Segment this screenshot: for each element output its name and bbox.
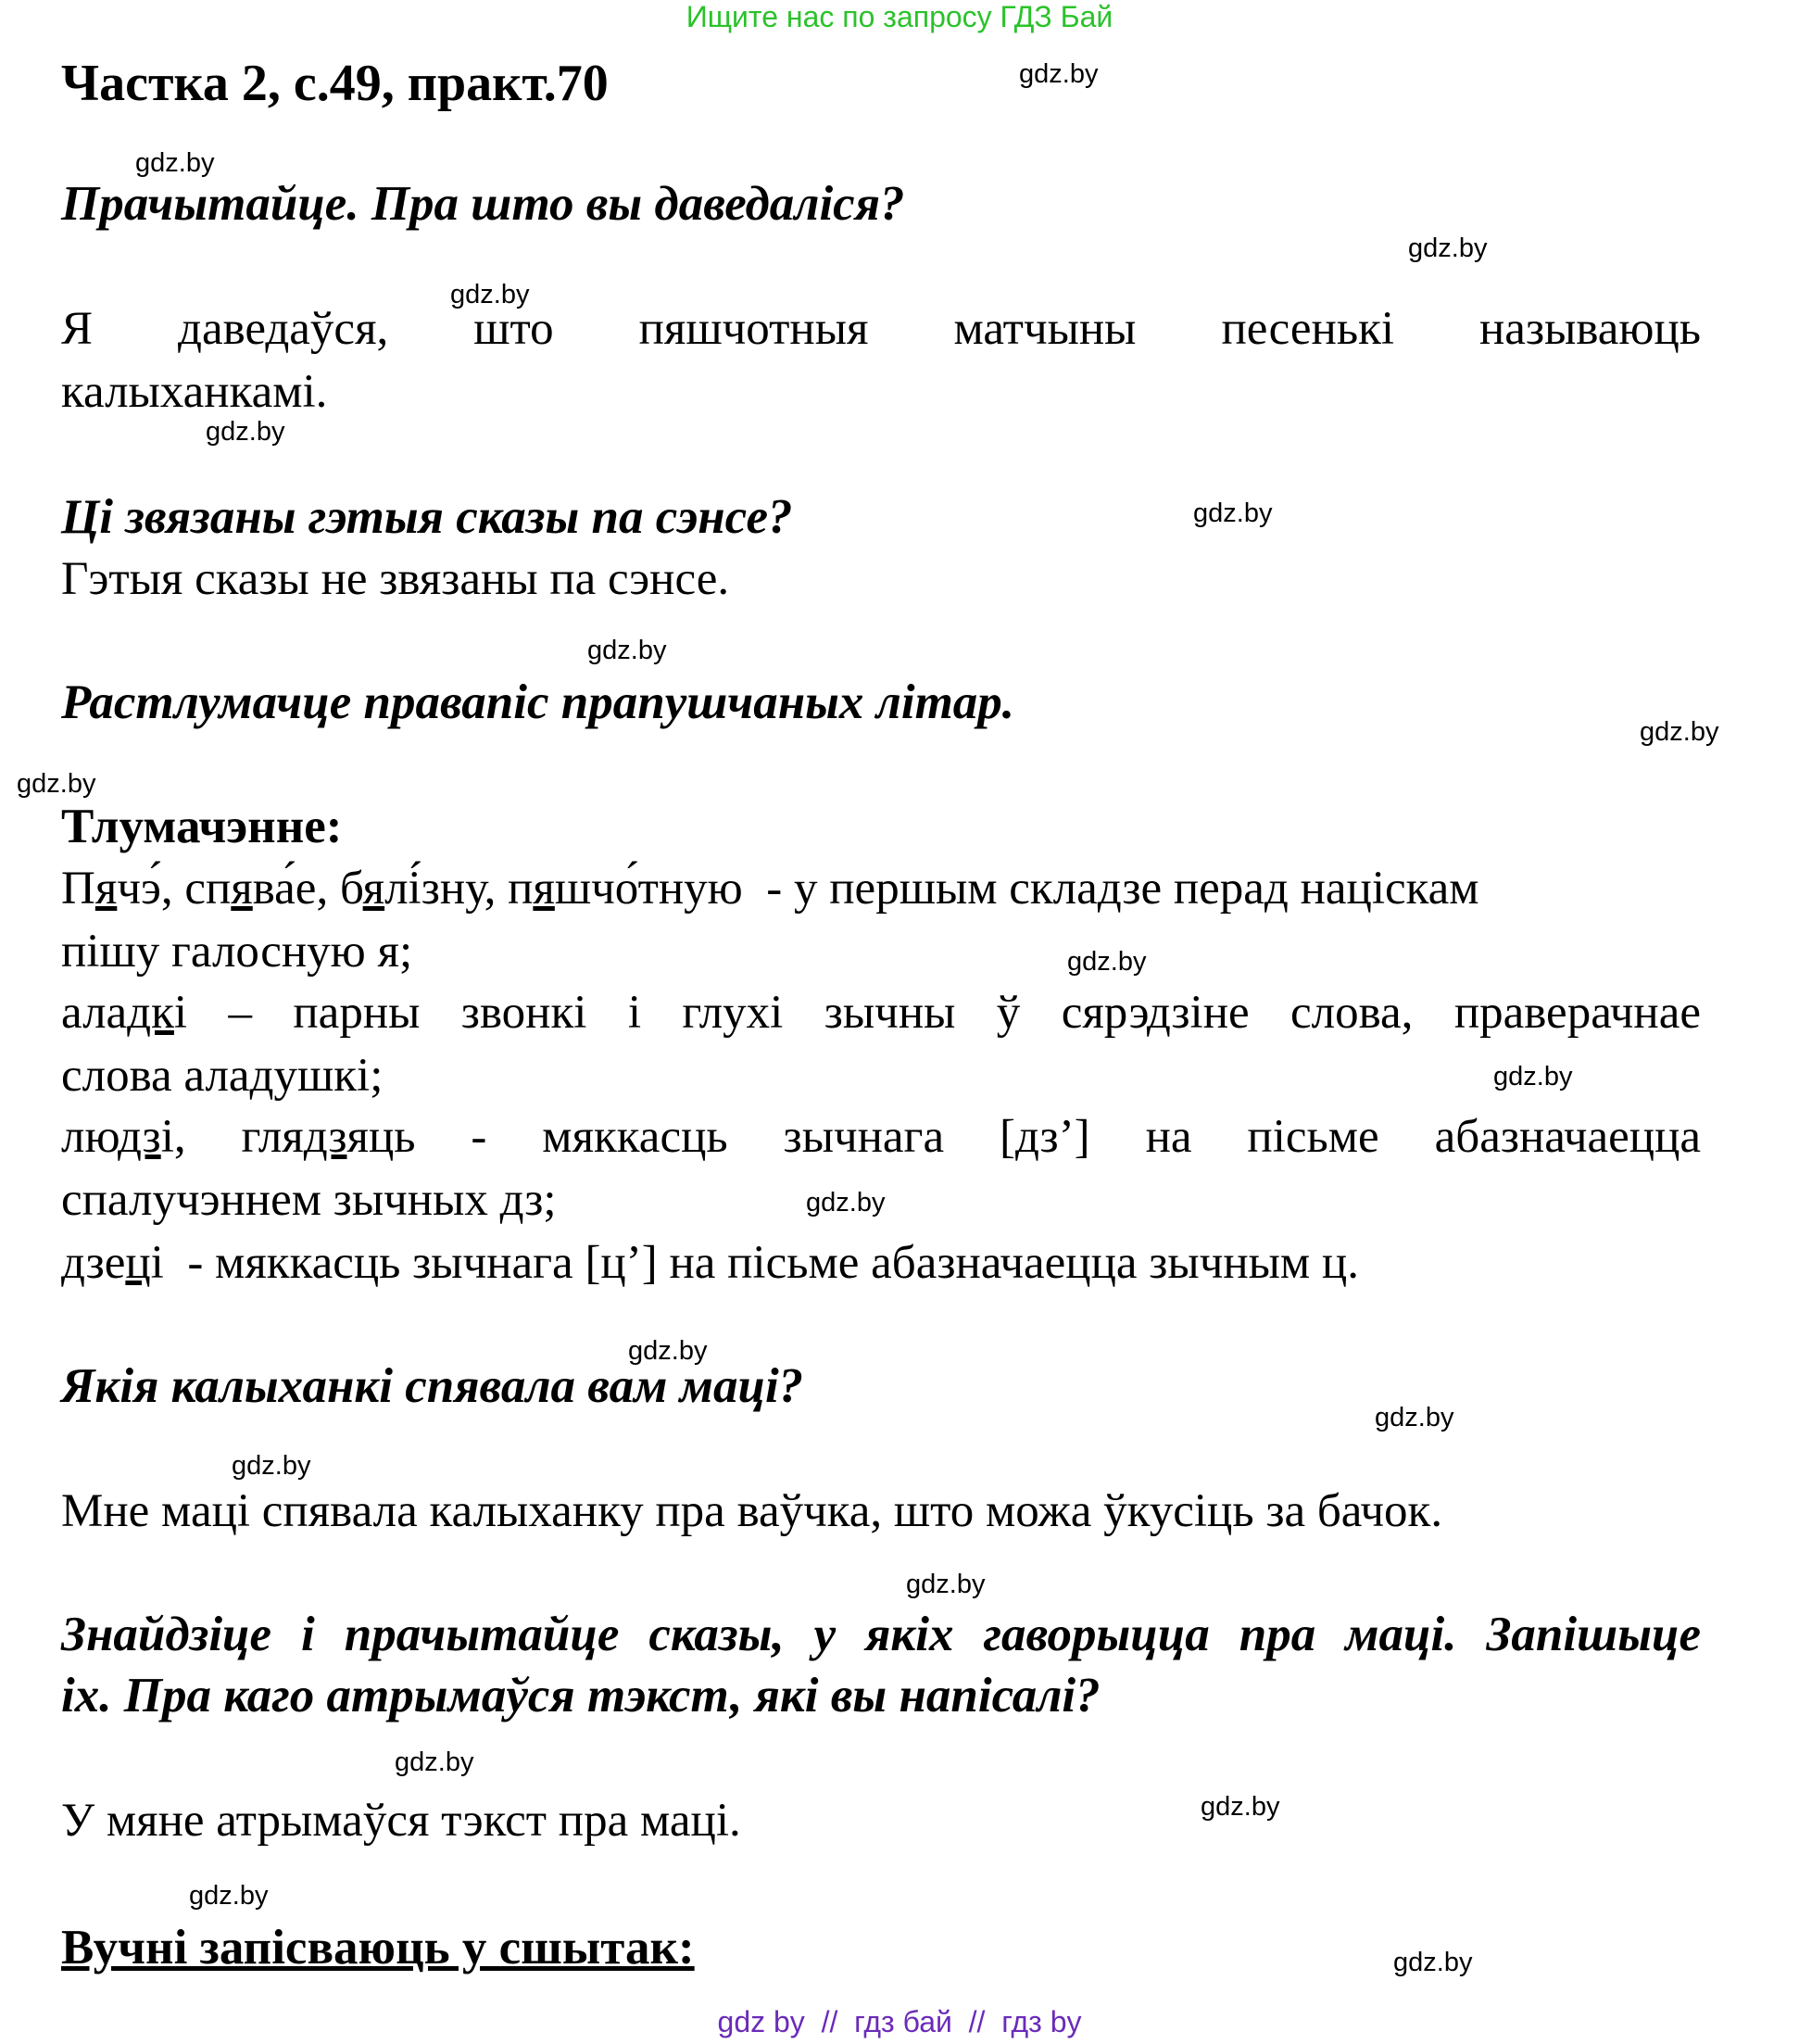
question-5-line-2: іх. Пра каго атрымаўся тэкст, які вы напісалі? [61,1669,1101,1722]
word: у [813,1608,837,1661]
explanation-4 [61,1236,1359,1290]
word: і [627,987,641,1039]
word: – [228,987,252,1039]
bottom-banner[interactable]: gdz by // гдз бай // гдз by [717,2005,1082,2038]
answer-5: У мяне атрымаўся тэкст пра маці. [61,1795,741,1847]
word: пяшчотныя [638,303,869,355]
word: глядзяць [241,1111,416,1163]
watermark: gdz.by [206,417,285,447]
underlined-letter: ц [125,1237,151,1289]
watermark: gdz.by [1201,1792,1280,1822]
question-1: Прачытайце. Пра што вы даведаліся? [61,177,905,231]
word: Знайдзіце [61,1608,272,1661]
watermark: gdz.by [189,1881,269,1911]
word: Запішыце [1486,1608,1702,1661]
word: зычны [824,987,956,1039]
word: слова, [1290,987,1414,1039]
underlined-letter: дз [117,1111,161,1163]
watermark: gdz.by [1019,59,1099,89]
word: матчыны [953,303,1137,355]
watermark: gdz.by [232,1451,311,1481]
watermark: gdz.by [1375,1403,1454,1432]
word: маці. [1345,1608,1457,1661]
watermark: gdz.by [1640,717,1719,747]
watermark: gdz.by [806,1188,886,1218]
word: звонкі [460,987,587,1039]
underlined-letter: я [94,863,118,915]
explanation-heading: Тлумачэнне: [61,800,343,853]
explanation-3-line-1 [61,1110,1701,1164]
answer-1-line-1 [61,302,1701,356]
explanation-3-line-2: спалучэннем зычных дз; [61,1174,557,1226]
word: мяккасць [542,1111,728,1163]
underlined-letter: дк [127,987,174,1039]
word: сярэдзіне [1061,987,1250,1039]
watermark: gdz.by [450,280,530,309]
explanation-2-line-2: слова аладушкі; [61,1050,384,1102]
word: аладкі [61,987,188,1039]
rule-text: - мяккасць зычнага [ц’] на пісьме абазначаецца зычным ц. [187,1237,1359,1289]
word: пяшчо́тную [508,863,743,915]
watermark: gdz.by [1067,947,1147,977]
question-2: Ці звязаны гэтыя сказы па сэнсе? [61,490,793,544]
word: праверачнае [1453,987,1701,1039]
watermark: gdz.by [587,636,667,665]
word: абазначаецца [1434,1111,1702,1163]
watermark: gdz.by [906,1570,986,1599]
word: сказы, [648,1608,785,1661]
word: прачытайце [344,1608,620,1661]
word: называюць [1479,303,1702,355]
explanation-1-line-1 [61,862,1479,915]
word: гаворыцца [983,1608,1210,1661]
watermark: gdz.by [628,1336,708,1366]
watermark: gdz.by [1193,498,1273,528]
underlined-letter: я [533,863,555,915]
top-banner[interactable]: Ищите нас по запросу ГДЗ Бай [686,0,1113,33]
question-4: Якія калыханкі спявала вам маці? [61,1359,804,1413]
watermark: gdz.by [395,1747,474,1777]
word: што [473,303,554,355]
rule-text: - у першым складзе перад націскам [766,863,1479,915]
word: пісьме [1247,1111,1379,1163]
word: глухі [682,987,784,1039]
underlined-letter: я [362,863,385,915]
final-heading: Вучні запісваюць у сшытак: [61,1921,695,1975]
word: на [1145,1111,1192,1163]
page-title: Частка 2, с.49, практ.70 [61,55,609,112]
word: спява́е, [184,863,340,915]
word: пра [1239,1608,1316,1661]
watermark: gdz.by [17,769,96,799]
word: песенькі [1221,303,1395,355]
question-5-line-1 [61,1607,1701,1662]
word: Я [61,303,94,355]
word: ў [996,987,1021,1039]
explanation-1-line-2: пішу галосную я; [61,926,413,978]
word: дзеці [61,1237,164,1289]
word: даведаўся, [178,303,389,355]
word: і [301,1608,315,1661]
watermark: gdz.by [1408,233,1488,263]
word: [дз’] [1000,1111,1090,1163]
answer-1-line-2: калыханкамі. [61,366,328,418]
watermark: gdz.by [135,148,215,178]
watermark: gdz.by [1393,1948,1473,1977]
answer-2: Гэтыя сказы не звязаны па сэнсе. [61,553,730,605]
word: якіх [865,1608,954,1661]
watermark: gdz.by [1493,1062,1573,1091]
word: зычнага [783,1111,945,1163]
answer-4: Мне маці спявала калыханку пра ваўчка, што можа ўкусіць за бачок. [61,1485,1443,1537]
word: парны [293,987,421,1039]
question-3: Растлумачце правапіс прапушчаных літар. [61,675,1015,729]
underlined-letter: я [231,863,253,915]
explanation-2-line-1 [61,986,1701,1040]
word: - [471,1111,487,1163]
word: Пячэ́, [61,863,185,915]
word: бялі́зну, [339,863,509,915]
underlined-letter: дз [303,1111,347,1163]
word: людзі, [61,1111,186,1163]
